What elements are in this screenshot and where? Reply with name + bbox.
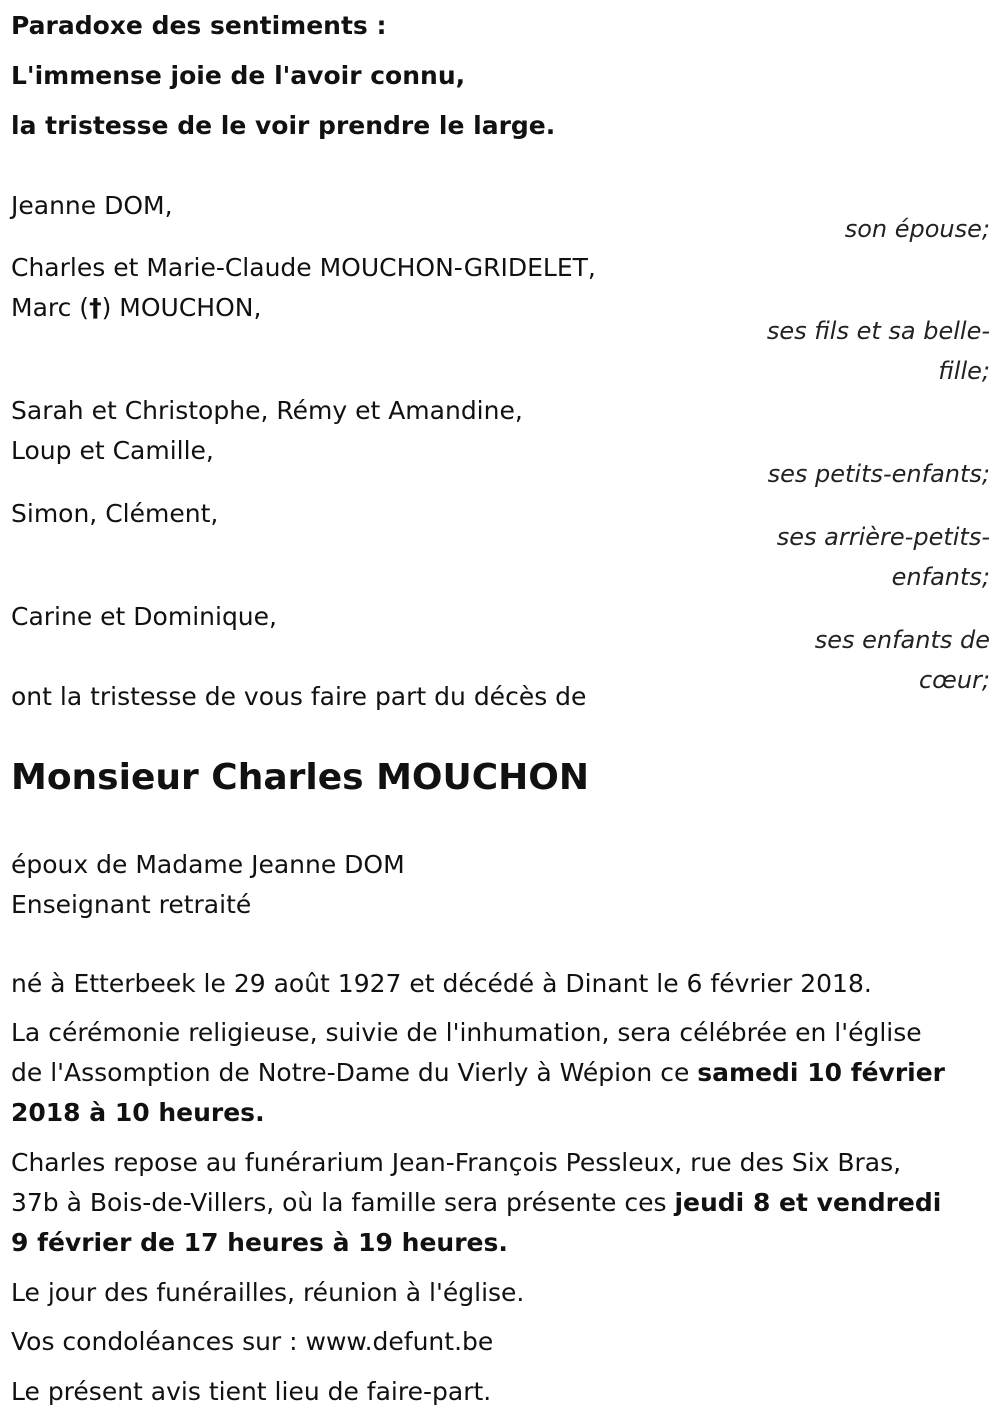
grandchildren-relation: ses petits-enfants;: [767, 460, 990, 488]
heart-children-relation-line-1: ses enfants de: [814, 626, 990, 654]
condolences-link: Vos condoléances sur : www.defunt.be: [11, 1327, 494, 1356]
sons-line-2-first: Marc (: [11, 293, 90, 322]
great-grandchildren-relation-line-1: ses arrière-petits-: [776, 523, 990, 551]
birth-death: né à Etterbeek le 29 août 1927 et décédé à Dinant le 6 février 2018.: [11, 969, 872, 998]
ceremony-line-2: [11, 1053, 945, 1093]
announcement: ont la tristesse de vous faire part du décès de: [11, 682, 587, 711]
deceased-name: Monsieur Charles MOUCHON: [11, 757, 590, 798]
epigraph-line-2: L'immense joie de l'avoir connu,: [11, 61, 466, 90]
rest-line-2-plain: 37b à Bois-de-Villers, où la famille sera présente ces: [11, 1188, 675, 1217]
heart-children-relation-line-2: cœur;: [918, 666, 990, 694]
spouse-name: Jeanne DOM,: [11, 191, 173, 220]
notice: Le présent avis tient lieu de faire-part.: [11, 1377, 492, 1406]
rest-line-2: [11, 1183, 941, 1223]
spouse-relation: son épouse;: [844, 215, 990, 243]
ceremony-line-3: 2018 à 10 heures.: [11, 1098, 265, 1127]
meeting-note: Le jour des funérailles, réunion à l'église.: [11, 1278, 525, 1307]
sons-relation-line-1: ses fils et sa belle-: [766, 317, 990, 345]
heart-children: Carine et Dominique,: [11, 602, 277, 631]
sons-line-2: [11, 288, 261, 328]
deceased-cross-icon: †: [89, 293, 102, 322]
epigraph-line-1: Paradoxe des sentiments :: [11, 11, 387, 40]
spouse-of: époux de Madame Jeanne DOM: [11, 850, 405, 879]
ceremony-date: samedi 10 février: [697, 1058, 946, 1087]
great-grandchildren: Simon, Clément,: [11, 499, 219, 528]
rest-line-3: 9 février de 17 heures à 19 heures.: [11, 1228, 508, 1257]
rest-line-1: Charles repose au funérarium Jean-François Pessleux, rue des Six Bras,: [11, 1148, 902, 1177]
ceremony-line-2-plain: de l'Assomption de Notre-Dame du Vierly à Wépion ce: [11, 1058, 698, 1087]
sons-line-1: Charles et Marie-Claude MOUCHON-GRIDELET,: [11, 253, 596, 282]
grandchildren-line-2: Loup et Camille,: [11, 436, 214, 465]
grandchildren-line-1: Sarah et Christophe, Rémy et Amandine,: [11, 396, 523, 425]
ceremony-line-1: La cérémonie religieuse, suivie de l'inhumation, sera célébrée en l'église: [11, 1018, 922, 1047]
sons-relation-line-2: fille;: [938, 357, 990, 385]
great-grandchildren-relation-line-2: enfants;: [891, 563, 990, 591]
sons-line-2-rest: ) MOUCHON,: [101, 293, 262, 322]
epigraph-line-3: la tristesse de le voir prendre le large.: [11, 111, 556, 140]
occupation: Enseignant retraité: [11, 890, 252, 919]
visit-days: jeudi 8 et vendredi: [674, 1188, 942, 1217]
